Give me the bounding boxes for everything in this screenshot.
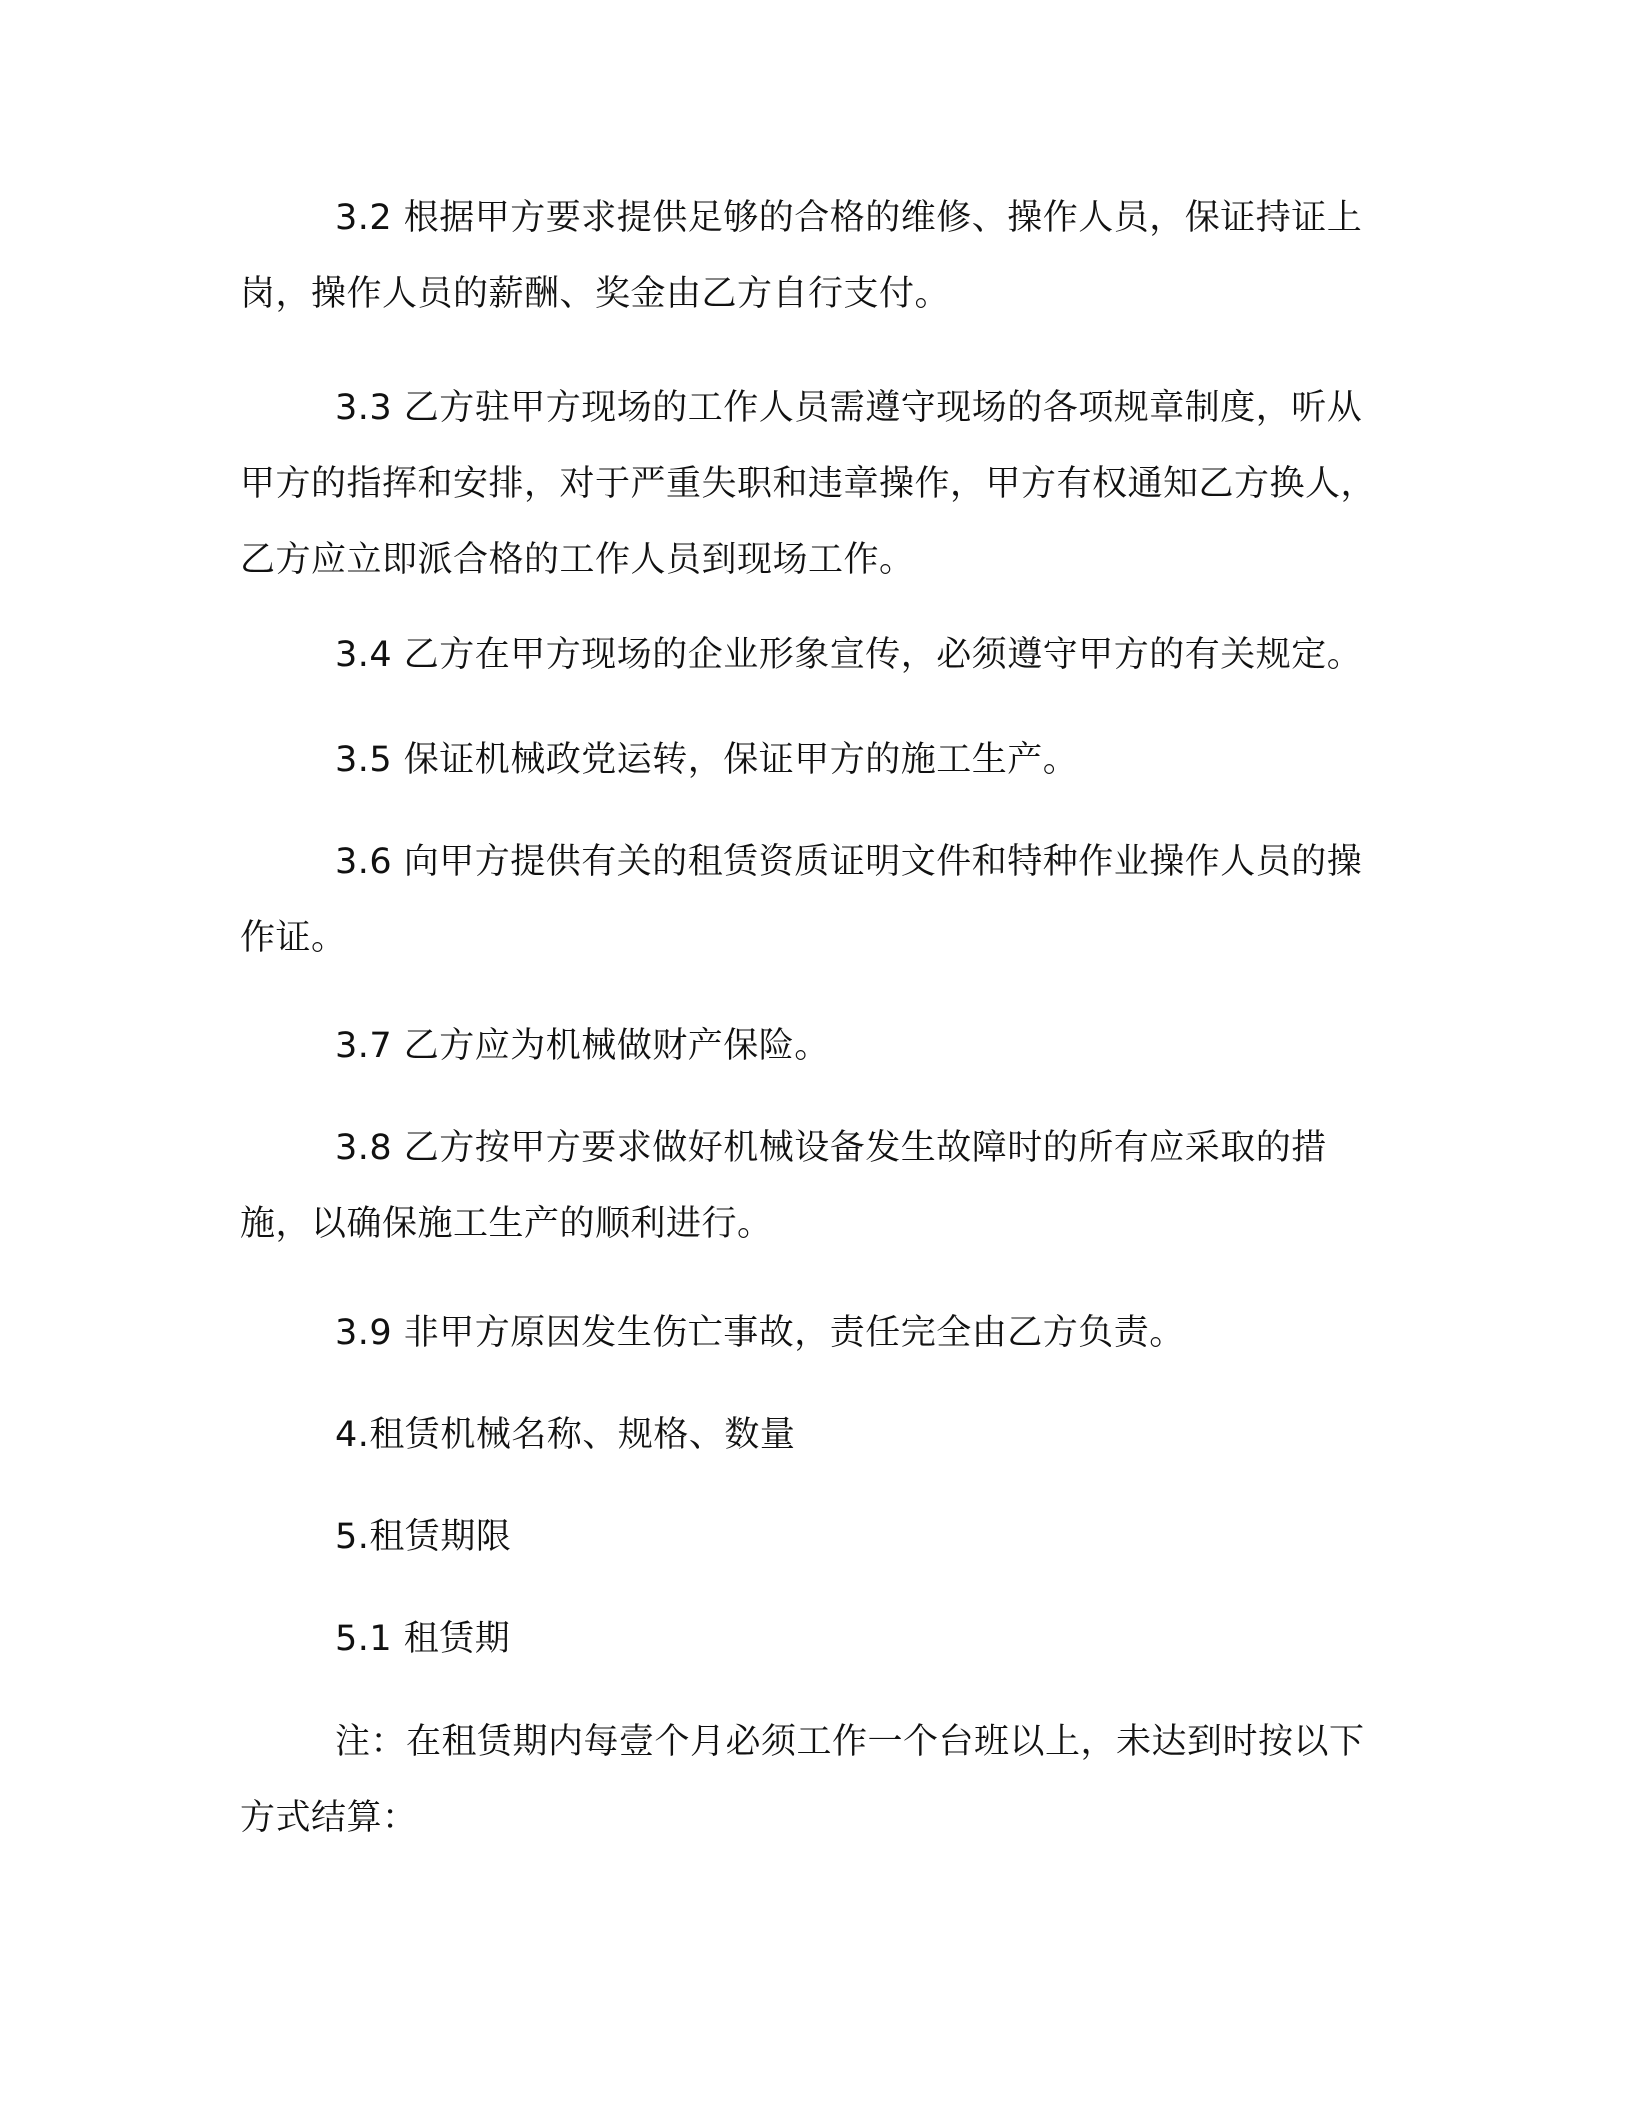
clause-3-6: 3.6 向甲方提供有关的租赁资质证明文件和特种作业操作人员的操作证。 bbox=[240, 842, 1363, 958]
note-paragraph: 注：在租赁期内每壹个月必须工作一个台班以上，未达到时按以下方式结算： bbox=[240, 1722, 1365, 1838]
clause-3-7: 3.7 乙方应为机械做财产保险。 bbox=[335, 1026, 830, 1066]
clause-3-9: 3.9 非甲方原因发生伤亡事故，责任完全由乙方负责。 bbox=[335, 1313, 1185, 1353]
section-4-heading: 4.租赁机械名称、规格、数量 bbox=[335, 1415, 796, 1455]
clause-3-8: 3.8 乙方按甲方要求做好机械设备发生故障时的所有应采取的措施，以确保施工生产的顺利进行。 bbox=[240, 1128, 1327, 1244]
clause-3-5: 3.5 保证机械政党运转，保证甲方的施工生产。 bbox=[335, 740, 1079, 780]
clause-5-1: 5.1 租赁期 bbox=[335, 1619, 511, 1659]
clause-3-4: 3.4 乙方在甲方现场的企业形象宣传，必须遵守甲方的有关规定。 bbox=[335, 635, 1363, 675]
section-5-heading: 5.租赁期限 bbox=[335, 1517, 512, 1557]
clause-3-2: 3.2 根据甲方要求提供足够的合格的维修、操作人员，保证持证上岗，操作人员的薪酬、奖金由乙方自行支付。 bbox=[240, 198, 1363, 314]
clause-3-3: 3.3 乙方驻甲方现场的工作人员需遵守现场的各项规章制度，听从甲方的指挥和安排，对于严重失职和违章操作，甲方有权通知乙方换人，乙方应立即派合格的工作人员到现场工作。 bbox=[240, 388, 1377, 580]
